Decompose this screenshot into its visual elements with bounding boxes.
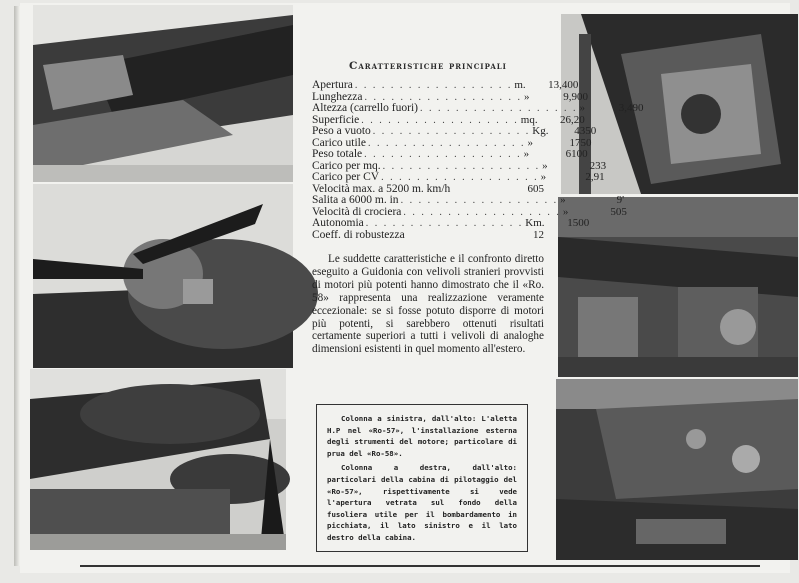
spec-label: Altezza (carrello fuori) xyxy=(312,102,418,114)
spec-value: 26,20 xyxy=(560,113,585,126)
spec-unit: Km. xyxy=(525,217,545,229)
spec-value: 6100 xyxy=(565,148,588,160)
spec-unit: Kg. xyxy=(532,125,549,137)
spec-unit: » xyxy=(560,194,566,206)
spec-value: 505 xyxy=(610,205,627,218)
text-column xyxy=(312,60,644,356)
photo-engine-nacelle xyxy=(33,184,293,368)
spec-leader-dots: . . . . . . . . . . . . . . . . . . xyxy=(420,103,578,114)
spec-unit: mq. xyxy=(520,113,538,126)
spec-value: 13,400 xyxy=(548,79,579,91)
spec-unit: » xyxy=(542,159,548,172)
spec-value: 9' xyxy=(616,194,625,206)
spec-leader-dots: . . . . . . . . . . . . . . . . . . xyxy=(382,160,541,172)
spec-list xyxy=(312,79,644,241)
spec-row xyxy=(312,217,590,230)
photo-aircraft-nose xyxy=(30,369,286,550)
spec-leader-dots: . . . . . . . . . . . . . . . . . . xyxy=(372,126,531,137)
spec-leader-dots: . . . . . . . . . . . . . . . . . . xyxy=(361,114,519,126)
spec-leader-dots: . . . . . . . . . . . . . . . . . . xyxy=(354,80,513,91)
photo-cockpit-left-side xyxy=(558,194,798,377)
spec-leader-dots: . . . . . . . . . . . . . . . . . . xyxy=(400,195,559,206)
spec-leader-dots: . . . . . . . . . . . . . . . . . . xyxy=(364,149,522,160)
specs-heading: Caratteristiche principali xyxy=(349,60,507,72)
spec-value: 233 xyxy=(589,159,607,172)
spec-label: Lunghezza xyxy=(312,90,363,103)
caption-box xyxy=(316,404,528,552)
spec-leader-dots: . . . . . . . . . . . . . . . . . . xyxy=(365,218,524,229)
spec-label: Apertura xyxy=(312,79,353,91)
photo-tail-flap xyxy=(33,5,293,182)
spec-value: 2,91 xyxy=(585,171,605,183)
spec-leader-dots: . . . . . . . . . . . . . . . . . . xyxy=(367,137,526,149)
spec-label: Velocità max. a 5200 m. km/h xyxy=(312,182,451,195)
spec-row xyxy=(312,102,644,115)
spec-leader-dots: . . . . . . . . . . . . . . . . . . xyxy=(403,206,561,218)
spec-label: Autonomia xyxy=(312,217,364,229)
spec-label: Carico utile xyxy=(312,136,366,149)
spec-row xyxy=(312,230,544,242)
spec-row xyxy=(312,79,579,92)
bottom-rule xyxy=(80,565,760,567)
spec-unit: » xyxy=(540,171,547,183)
spec-label: Velocità di crociera xyxy=(312,205,402,218)
spec-row xyxy=(312,125,597,138)
spec-value: 12 xyxy=(533,228,544,241)
caption-left-column: Colonna a sinistra, dall'alto: L'aletta H.P nel «Ro-57», l'installazione esterna degli strumenti del motore; particolare di prua del «Ro-58». xyxy=(327,414,517,458)
spec-label: Peso totale xyxy=(312,148,363,160)
caption-right-column: Colonna a destra, dall'alto: particolari della cabina di pilotaggio del «Ro-57», rispettivamente si vede l'apertura vetrata sul fondo della fusoliera utile per il bombardamento in picchiata, il lato sinistro e il lato destro della cabina. xyxy=(327,463,517,542)
spec-unit: » xyxy=(523,148,530,160)
spec-value: 4350 xyxy=(574,125,597,137)
spec-label: Coeff. di robustezza xyxy=(312,228,405,241)
spec-unit: » xyxy=(523,90,530,103)
spec-value: 3,490 xyxy=(618,102,644,114)
photo-cockpit-right-side xyxy=(556,379,798,560)
spec-value: 605 xyxy=(527,182,544,195)
spec-row xyxy=(312,194,625,207)
spec-unit: » xyxy=(527,136,533,149)
spec-label: Peso a vuoto xyxy=(312,125,371,137)
spec-unit: » xyxy=(579,102,585,114)
spec-label: Carico per mq. xyxy=(312,159,381,172)
spec-value: 9,900 xyxy=(563,90,588,103)
spec-leader-dots: . . . . . . . . . . . . . . . . . . xyxy=(364,91,522,103)
spec-row xyxy=(312,171,605,184)
spec-label: Carico per CV xyxy=(312,171,380,183)
spec-unit: m. xyxy=(514,79,526,91)
spec-leader-dots: . . . . . . . . . . . . . . . . . . xyxy=(381,172,539,183)
spec-value: 1750 xyxy=(569,136,592,149)
spec-value: 1500 xyxy=(567,217,590,229)
spec-label: Salita a 6000 m. in xyxy=(312,194,399,206)
spec-label: Superficie xyxy=(312,113,360,126)
spec-unit: » xyxy=(562,205,569,218)
body-paragraph: Le suddette caratteristiche e il confronto diretto eseguito a Guidonia con velivoli stranieri provvisti di motori più potenti hanno dimostrato che il «Ro. 58» rappresenta una realizzazione veramente eccezionale: se si fosse potuto disporre di motori più potenti, si sarebbero ottenuti risultati certamente superiori a tutti i velivoli di analoghe dimensioni esistenti in quel momento all'estero. xyxy=(312,253,544,356)
spec-row xyxy=(312,148,588,161)
